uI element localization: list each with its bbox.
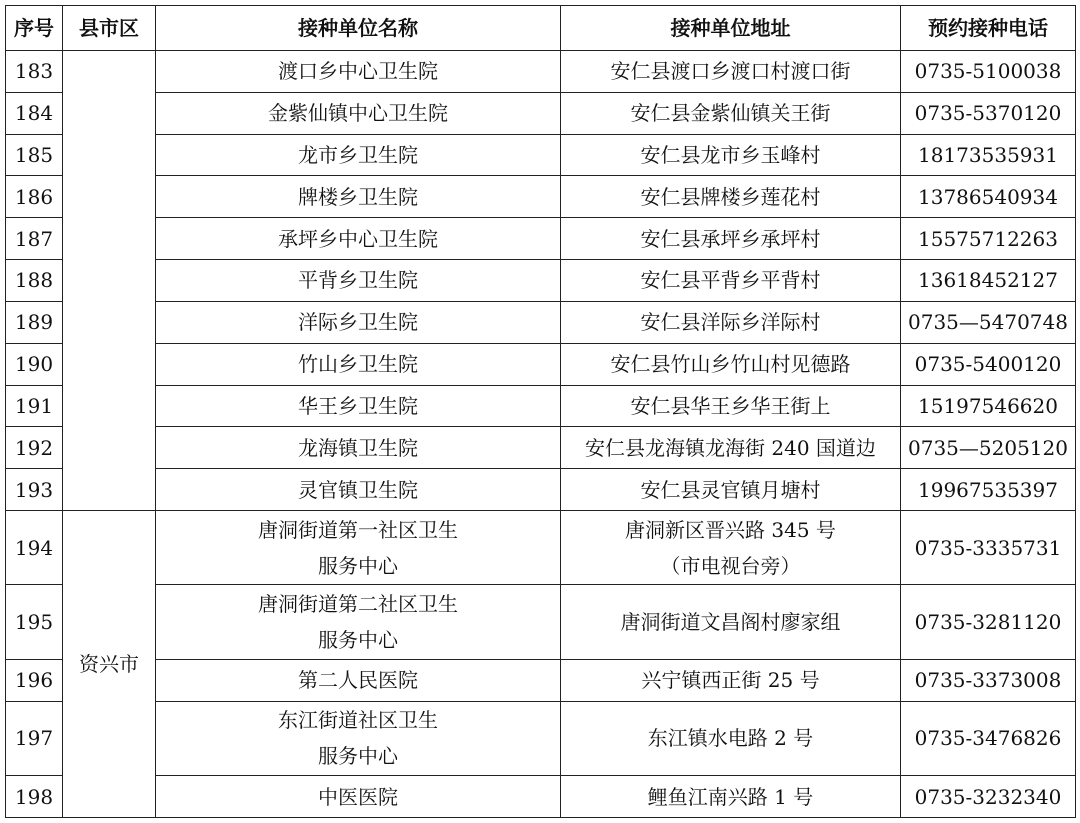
table-row <box>6 385 1076 427</box>
cell-unit-name <box>156 218 561 260</box>
cell-unit-name <box>156 51 561 93</box>
unit-name-line: 第二人民医院 <box>298 668 418 693</box>
cell-unit-address <box>561 301 901 343</box>
cell-phone: 0735-5370120 <box>901 92 1076 134</box>
table-row <box>6 659 1076 701</box>
unit-name-line: 牌楼乡卫生院 <box>298 184 418 209</box>
unit-name-line: 龙海镇卫生院 <box>298 435 418 460</box>
cell-phone: 15575712263 <box>901 218 1076 260</box>
cell-unit-address <box>561 176 901 218</box>
unit-name-line: 东江街道社区卫生 <box>278 708 438 733</box>
cell-seq: 184 <box>6 92 63 134</box>
table-row <box>6 585 1076 659</box>
cell-phone: 15197546620 <box>901 385 1076 427</box>
header-phone: 预约接种电话 <box>901 6 1076 51</box>
header-seq: 序号 <box>6 6 63 51</box>
cell-unit-name <box>156 659 561 701</box>
cell-seq: 190 <box>6 343 63 385</box>
cell-unit-name <box>156 260 561 302</box>
table-row <box>6 134 1076 176</box>
cell-seq: 186 <box>6 176 63 218</box>
cell-phone: 0735-3476826 <box>901 701 1076 775</box>
cell-phone: 0735-3335731 <box>901 510 1076 584</box>
unit-name-line: 灵官镇卫生院 <box>298 477 418 502</box>
cell-county <box>63 51 156 511</box>
unit-address-line: 安仁县洋际乡洋际村 <box>640 310 821 335</box>
cell-county: 资兴市 <box>63 510 156 817</box>
unit-name-line: 竹山乡卫生院 <box>298 352 418 377</box>
cell-seq: 198 <box>6 776 63 818</box>
table-body <box>6 51 1076 818</box>
table-row <box>6 343 1076 385</box>
header-unit-address: 接种单位地址 <box>561 6 901 51</box>
cell-unit-name <box>156 176 561 218</box>
cell-unit-name <box>156 92 561 134</box>
cell-unit-address <box>561 701 901 775</box>
cell-unit-address <box>561 469 901 511</box>
unit-address-line: 安仁县牌楼乡莲花村 <box>640 184 821 209</box>
table-row <box>6 260 1076 302</box>
cell-seq: 189 <box>6 301 63 343</box>
unit-address-line: 安仁县华王乡华王街上 <box>630 393 831 418</box>
unit-address-line: 唐洞街道文昌阁村廖家组 <box>620 610 841 635</box>
header-unit-name: 接种单位名称 <box>156 6 561 51</box>
unit-name-line: 龙市乡卫生院 <box>298 143 418 168</box>
cell-unit-name <box>156 585 561 659</box>
cell-phone: 18173535931 <box>901 134 1076 176</box>
cell-seq: 192 <box>6 427 63 469</box>
header-county: 县市区 <box>63 6 156 51</box>
cell-unit-address <box>561 659 901 701</box>
table-row <box>6 510 1076 584</box>
cell-phone: 0735-3373008 <box>901 659 1076 701</box>
cell-unit-name <box>156 701 561 775</box>
cell-seq: 188 <box>6 260 63 302</box>
cell-unit-address <box>561 260 901 302</box>
table-row <box>6 51 1076 93</box>
unit-name-line: 华王乡卫生院 <box>298 393 418 418</box>
cell-unit-address <box>561 585 901 659</box>
cell-unit-name <box>156 427 561 469</box>
unit-address-line: 唐洞新区晋兴路 345 号 <box>625 517 836 542</box>
unit-name-line: 中医医院 <box>318 784 398 809</box>
unit-address-line: 安仁县平背乡平背村 <box>640 268 821 293</box>
unit-address-line: 安仁县承坪乡承坪村 <box>640 226 821 251</box>
unit-address-line: 东江镇水电路 2 号 <box>647 726 814 751</box>
unit-name-line: 金紫仙镇中心卫生院 <box>268 101 448 126</box>
cell-unit-address <box>561 343 901 385</box>
unit-name-line: 承坪乡中心卫生院 <box>278 226 438 251</box>
cell-seq: 196 <box>6 659 63 701</box>
cell-seq: 185 <box>6 134 63 176</box>
cell-seq: 197 <box>6 701 63 775</box>
cell-phone: 13786540934 <box>901 176 1076 218</box>
unit-address-line: 安仁县龙市乡玉峰村 <box>640 143 821 168</box>
cell-unit-name <box>156 134 561 176</box>
unit-name-line: 服务中心 <box>318 553 398 578</box>
cell-unit-name <box>156 469 561 511</box>
unit-address-line: （市电视台旁） <box>660 553 801 578</box>
unit-address-line: 安仁县龙海镇龙海街 240 国道边 <box>585 435 876 460</box>
cell-unit-address <box>561 134 901 176</box>
unit-address-line: 安仁县竹山乡竹山村见德路 <box>610 352 851 377</box>
unit-address-line: 鲤鱼江南兴路 1 号 <box>647 784 814 809</box>
cell-unit-name <box>156 343 561 385</box>
vaccination-sites-table <box>5 5 1076 818</box>
cell-seq: 195 <box>6 585 63 659</box>
cell-unit-address <box>561 427 901 469</box>
cell-unit-address <box>561 218 901 260</box>
table-row <box>6 176 1076 218</box>
unit-address-line: 兴宁镇西正街 25 号 <box>641 668 820 693</box>
cell-phone: 0735-5100038 <box>901 51 1076 93</box>
table-row <box>6 469 1076 511</box>
cell-phone: 0735—5205120 <box>901 427 1076 469</box>
unit-name-line: 渡口乡中心卫生院 <box>278 59 438 84</box>
cell-seq: 191 <box>6 385 63 427</box>
cell-phone: 0735-3281120 <box>901 585 1076 659</box>
unit-name-line: 服务中心 <box>318 628 398 653</box>
cell-unit-address <box>561 510 901 584</box>
cell-phone: 13618452127 <box>901 260 1076 302</box>
cell-phone: 0735-3232340 <box>901 776 1076 818</box>
cell-phone: 19967535397 <box>901 469 1076 511</box>
unit-name-line: 平背乡卫生院 <box>298 268 418 293</box>
cell-seq: 187 <box>6 218 63 260</box>
table-row <box>6 92 1076 134</box>
table-row <box>6 701 1076 775</box>
unit-address-line: 安仁县灵官镇月塘村 <box>640 477 821 502</box>
cell-seq: 193 <box>6 469 63 511</box>
table-row <box>6 218 1076 260</box>
table-row <box>6 776 1076 818</box>
table-row <box>6 427 1076 469</box>
unit-name-line: 服务中心 <box>318 744 398 769</box>
table-header <box>6 6 1076 51</box>
cell-unit-address <box>561 776 901 818</box>
unit-name-line: 唐洞街道第一社区卫生 <box>258 517 458 542</box>
cell-unit-address <box>561 92 901 134</box>
cell-unit-name <box>156 776 561 818</box>
table-row <box>6 301 1076 343</box>
cell-unit-name <box>156 301 561 343</box>
cell-seq: 183 <box>6 51 63 93</box>
cell-unit-name <box>156 510 561 584</box>
cell-phone: 0735—5470748 <box>901 301 1076 343</box>
cell-phone: 0735-5400120 <box>901 343 1076 385</box>
cell-unit-name <box>156 385 561 427</box>
cell-seq: 194 <box>6 510 63 584</box>
unit-name-line: 洋际乡卫生院 <box>298 310 418 335</box>
cell-unit-address <box>561 385 901 427</box>
unit-address-line: 安仁县渡口乡渡口村渡口街 <box>610 59 851 84</box>
unit-name-line: 唐洞街道第二社区卫生 <box>258 592 458 617</box>
unit-address-line: 安仁县金紫仙镇关王街 <box>630 101 831 126</box>
cell-unit-address <box>561 51 901 93</box>
